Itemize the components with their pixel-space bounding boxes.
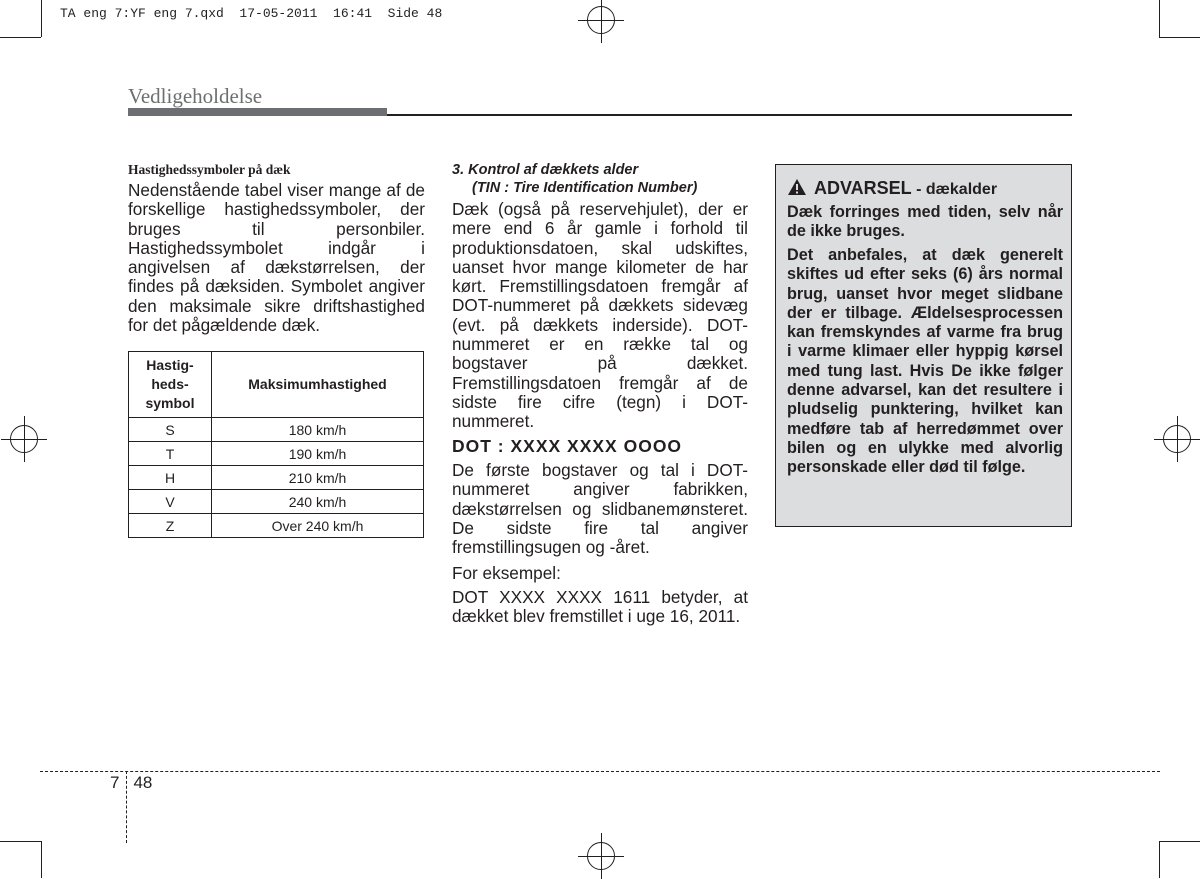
crop-mark [0,37,41,38]
warning-paragraph-1: Dæk forringes med tiden, selv når de ikke bruges. [787,203,1063,241]
footer-rule [40,771,1160,772]
table-header-symbol: Hastig- heds- symbol [129,352,212,418]
dot-explanation-paragraph: De første bogstaver og tal i DOT-nummeret angiver fabrikken, dækstørrelsen og slidbanemønsteret. De sidste fire tal angiver fremstillingsugen og -året. [452,460,748,558]
table-cell-speed: 180 km/h [212,418,424,442]
dot-code-heading: DOT : XXXX XXXX OOOO [452,436,683,456]
tire-age-subheading-line1: 3. Kontrol af dækkets alder [452,162,639,178]
table-header-speed: Maksimumhastighed [212,352,424,418]
registration-mark-icon [587,6,615,34]
table-row [129,418,424,442]
warning-title [787,178,997,201]
table-cell-symbol: T [129,442,212,466]
crop-mark [1159,37,1200,38]
example-label: For eksempel: [452,563,561,583]
table-row [129,490,424,514]
table-cell-speed: 210 km/h [212,466,424,490]
table-row [129,514,424,538]
crop-mark [41,0,42,37]
crop-mark [1159,0,1160,37]
speed-symbols-heading: Hastighedssymboler på dæk [128,162,291,177]
crop-mark [0,841,41,842]
table-cell-symbol: S [129,418,212,442]
crop-mark [1159,841,1160,878]
section-number: 7 [110,773,120,792]
registration-mark-icon [10,425,38,453]
page-number [110,773,152,793]
crop-mark [1159,841,1200,842]
warning-title-sub: - dækalder [911,181,998,198]
crop-mark [41,841,42,878]
table-header-row [129,352,424,418]
speed-symbol-table [128,351,424,538]
example-paragraph: DOT XXXX XXXX 1611 betyder, at dækket blev fremstillet i uge 16, 2011. [452,587,748,627]
table-cell-symbol: Z [129,514,212,538]
header-rule [387,114,1072,116]
warning-paragraph-2: Det anbefales, at dæk generelt skiftes ud efter seks (6) års normal brug, uanset hvor meget slidbane der er tilbage. Ældelsesprocessen kan fremskyndes af varme fra brug i varme klimaer eller hyppig kørsel med tung last. Hvis De ikke følger denne advarsel, kan det resultere i pludselig punktering, hvilket kan medføre tab af herredømmet over bilen og en ulykke med alvorlig personskade eller død til følge. [787,246,1063,477]
speed-symbols-paragraph: Nedenstående tabel viser mange af de forskellige hastighedssymboler, der bruges til personbiler. Hastighedssymbolet indgår i angivelsen af dækstørrelsen, der findes på dæksiden. Symbolet angiver den maksimale sikre driftshastighed for det pågældende dæk. [128,180,425,336]
table-cell-speed: 240 km/h [212,490,424,514]
registration-mark-icon [1163,425,1191,453]
tire-age-subheading-line2: (TIN : Tire Identification Number) [472,180,698,196]
registration-mark-icon [587,842,615,870]
table-cell-symbol: V [129,490,212,514]
table-cell-speed: 190 km/h [212,442,424,466]
header-bar [128,108,387,116]
tire-age-paragraph: Dæk (også på reservehjulet), der er mere end 6 år gamle i forhold til produktionsdatoen, skal udskiftes, uanset hvor mange kilometer de har kørt. Fremstillingsdatoen fremgår af DOT-nummeret på dækkets sidevæg (evt. på dækkets inderside). DOT-nummeret er en række tal og bogstaver på dækket. Fremstillingsdatoen fremgår af de sidste fire cifre (tegn) i DOT-nummeret. [452,199,748,432]
section-title: Vedligeholdelse [128,84,263,108]
table-row [129,466,424,490]
page-number-value: 48 [133,773,153,792]
print-slug: TA eng 7:YF eng 7.qxd 17-05-2011 16:41 Side 48 [60,6,443,21]
tire-age-subheading [452,161,697,197]
warning-triangle-icon [787,178,807,201]
table-cell-symbol: H [129,466,212,490]
warning-title-main: ADVARSEL [814,178,912,198]
table-row [129,442,424,466]
table-cell-speed: Over 240 km/h [212,514,424,538]
